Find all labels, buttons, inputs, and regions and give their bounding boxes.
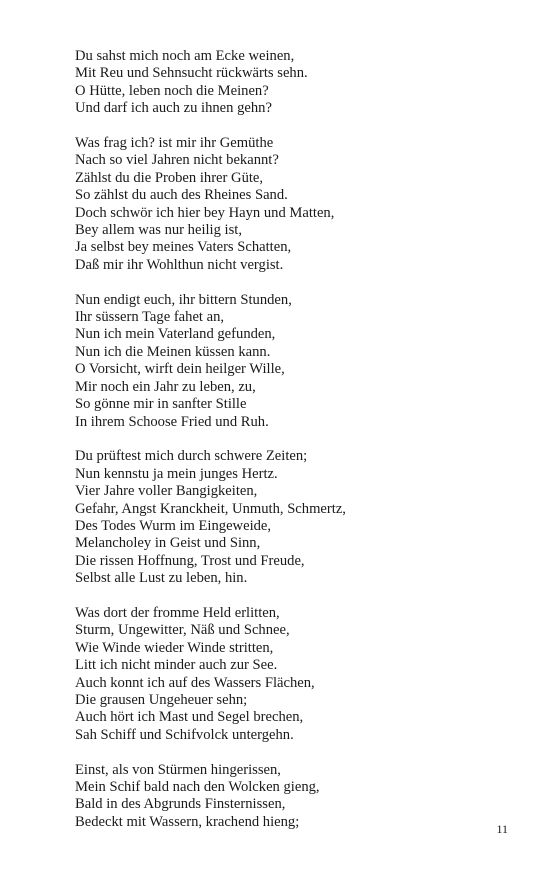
poem-line: Litt ich nicht minder auch zur See.: [75, 657, 278, 674]
poem-line: Nun ich die Meinen küssen kann.: [75, 343, 271, 360]
poem-line: Du sahst mich noch am Ecke weinen,: [75, 48, 295, 64]
poem-line: Was dort der fromme Held erlitten,: [75, 604, 280, 621]
poem-line: Mit Reu und Sehnsucht rückwärts sehn.: [75, 65, 308, 82]
poem-line: O Hütte, leben noch die Meinen?: [75, 82, 269, 99]
poem-line: Mir noch ein Jahr zu leben, zu,: [75, 378, 256, 395]
poem-line: Vier Jahre voller Bangigkeiten,: [75, 483, 258, 500]
poem-line: Die rissen Hoffnung, Trost und Freude,: [75, 552, 305, 569]
poem-line: Ihr süssern Tage fahet an,: [75, 309, 225, 326]
poem-line: Nun kennstu ja mein junges Hertz.: [75, 465, 278, 482]
poem-line: Nun endigt euch, ihr bittern Stunden,: [75, 291, 292, 308]
poem-line: Nach so viel Jahren nicht bekannt?: [75, 152, 279, 169]
poem-line: So gönne mir in sanfter Stille: [75, 396, 247, 413]
poem-line: Und darf ich auch zu ihnen gehn?: [75, 100, 272, 117]
poem-line: Du prüftest mich durch schwere Zeiten;: [75, 448, 308, 465]
poem-line: Nun ich mein Vaterland gefunden,: [75, 326, 276, 343]
stanza-3: [75, 292, 515, 431]
poem-line: Bey allem was nur heilig ist,: [75, 222, 242, 239]
poem-line: Die grausen Ungeheuer sehn;: [75, 691, 248, 708]
page-number: 11: [496, 822, 508, 836]
poem-line: Auch hört ich Mast und Segel brechen,: [75, 709, 304, 726]
poem-line: Sturm, Ungewitter, Näß und Schnee,: [75, 622, 290, 639]
poem-line: Wie Winde wieder Winde stritten,: [75, 639, 274, 656]
poem-line: Gefahr, Angst Kranckheit, Unmuth, Schmertz,: [75, 500, 346, 517]
stanza-2: [75, 135, 515, 274]
poem-line: O Vorsicht, wirft dein heilger Wille,: [75, 361, 285, 378]
poem-line: Melancholey in Geist und Sinn,: [75, 535, 261, 552]
poem-line: Selbst alle Lust zu leben, hin.: [75, 570, 248, 587]
poem-line: In ihrem Schoose Fried und Ruh.: [75, 413, 269, 430]
poem-line: Ja selbst bey meines Vaters Schatten,: [75, 239, 292, 256]
stanza-5: [75, 605, 515, 744]
stanza-4: [75, 448, 515, 587]
poem-line: Auch konnt ich auf des Wassers Flächen,: [75, 674, 315, 691]
poem-line: Doch schwör ich hier bey Hayn und Matten,: [75, 204, 335, 221]
poem-text: [75, 48, 515, 849]
poem-line: Mein Schif bald nach den Wolcken gieng,: [75, 778, 320, 795]
poem-line: Was frag ich? ist mir ihr Gemüthe: [75, 135, 274, 152]
poem-line: Daß mir ihr Wohlthun nicht vergist.: [75, 256, 284, 273]
stanza-1: [75, 48, 515, 118]
poem-line: Einst, als von Stürmen hingerissen,: [75, 761, 281, 778]
stanza-6: [75, 762, 515, 832]
poem-line: Bald in des Abgrunds Finsternissen,: [75, 796, 286, 813]
poem-line: Sah Schiff und Schifvolck untergehn.: [75, 726, 294, 743]
poem-line: Des Todes Wurm im Eingeweide,: [75, 517, 272, 534]
poem-line: Zählst du die Proben ihrer Güte,: [75, 169, 264, 186]
poem-line: So zählst du auch des Rheines Sand.: [75, 187, 288, 204]
poem-line: Bedeckt mit Wassern, krachend hieng;: [75, 813, 300, 830]
